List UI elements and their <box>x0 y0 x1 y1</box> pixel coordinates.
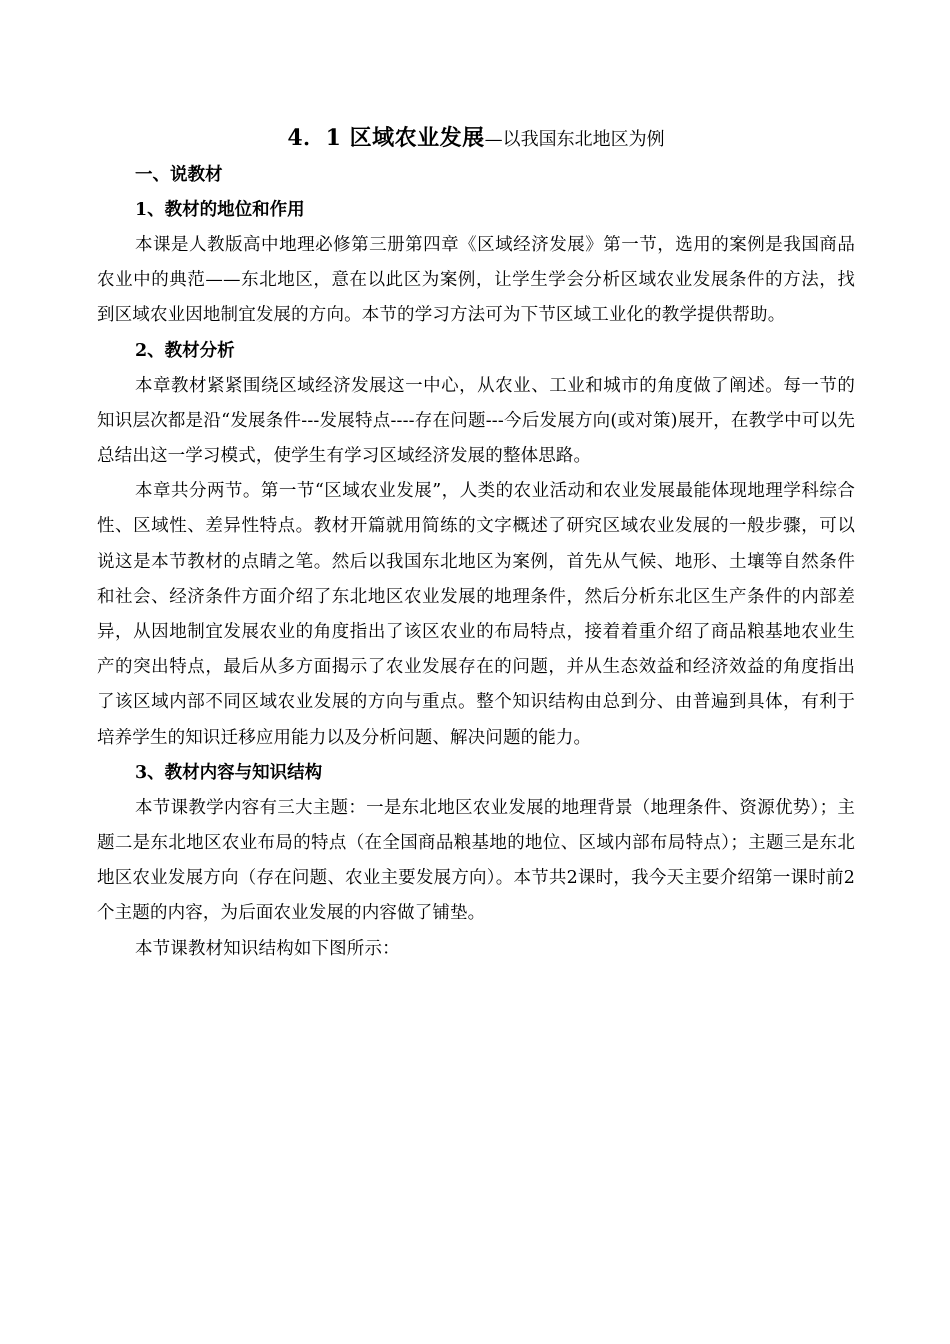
paragraph-analysis-2: 本章共分两节。第一节“区域农业发展”，人类的农业活动和农业发展最能体现地理学科综合性、区域性、差异性特点。教材开篇就用简练的文字概述了研究区域农业发展的一般步骤，可以说这是本节教材的点睛之笔。然后以我国东北地区为案例，首先从气候、地形、土壤等自然条件和社会、经济条件方面介绍了东北地区农业发展的地理条件，然后分析东北区生产条件的内部差异，从因地制宜发展农业的角度指出了该区农业的布局特点，接着着重介绍了商品粮基地农业生产的突出特点，最后从多方面揭示了农业发展存在的问题，并从生态效益和经济效益的角度指出了该区域内部不同区域农业发展的方向与重点。整个知识结构由总到分、由普遍到具体，有利于培养学生的知识迁移应用能力以及分析问题、解决问题的能力。 <box>97 481 855 748</box>
document-body <box>97 118 855 967</box>
paragraph-content-structure-1: 本节课教学内容有三大主题：一是东北地区农业发展的地理背景（地理条件、资源优势）；主题二是东北地区农业布局的特点（在全国商品粮基地的地位、区域内部布局特点）；主题三是东北地区农业发展方向（存在问题、农业主要发展方向）。本节共2课时，我今天主要介绍第一课时前2个主题的内容，为后面农业发展的内容做了铺垫。 <box>97 797 855 924</box>
subsection-heading-1: 1、教材的地位和作用 <box>135 200 305 220</box>
paragraph-analysis-1: 本章教材紧紧围绕区域经济发展这一中心，从农业、工业和城市的角度做了阐述。每一节的知识层次都是沿“发展条件---发展特点----存在问题---今后发展方向(或对策)展开，在教学中可以先总结出这一学习模式，使学生有学习区域经济发展的整体思路。 <box>97 375 855 467</box>
section-heading-1: 一、说教材 <box>135 165 223 185</box>
paragraph-content-structure-2: 本节课教材知识结构如下图所示： <box>135 938 400 959</box>
paragraph-position-role: 本课是人教版高中地理必修第三册第四章《区域经济发展》第一节，选用的案例是我国商品农业中的典范——东北地区，意在以此区为案例，让学生学会分析区域农业发展条件的方法，找到区域农业因地制宜发展的方向。本节的学习方法可为下节区域工业化的教学提供帮助。 <box>97 235 855 326</box>
document-title <box>97 118 855 158</box>
subsection-heading-3: 3、教材内容与知识结构 <box>135 762 323 783</box>
subsection-heading-2: 2、教材分析 <box>135 340 235 361</box>
title-subtitle: —以我国东北地区为例 <box>484 129 665 150</box>
title-main: 4．1 区域农业发展 <box>287 125 485 151</box>
